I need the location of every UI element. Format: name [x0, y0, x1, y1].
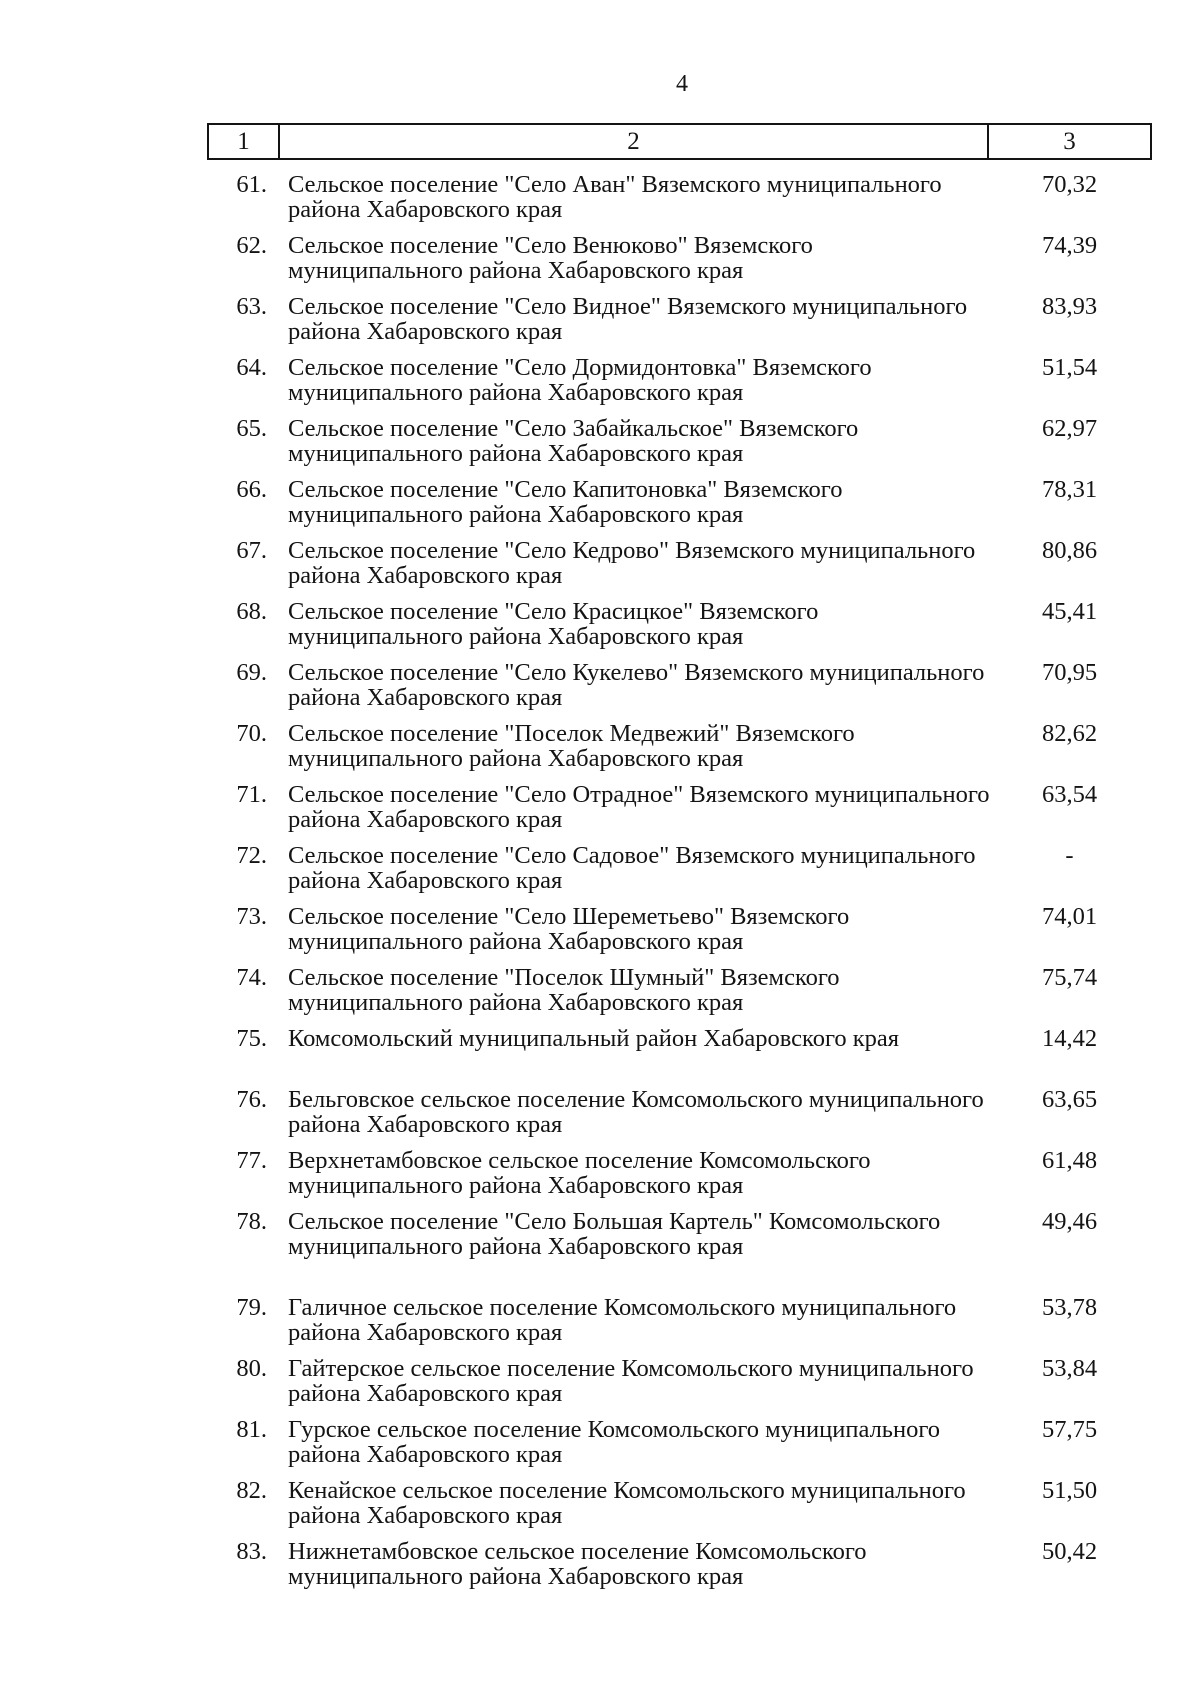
row-value: 74,39 [1041, 232, 1098, 259]
row-number: 70. [236, 720, 267, 747]
row-name: Сельское поселение "Село Отрадное" Вяземского муниципального района Хабаровского края [288, 781, 990, 833]
row-number: 66. [236, 476, 267, 503]
row-value: 53,84 [1041, 1355, 1098, 1382]
table-row [207, 715, 1152, 776]
row-value: 51,54 [1041, 354, 1098, 381]
row-number: 72. [236, 842, 267, 869]
row-number: 61. [236, 171, 267, 198]
row-number: 81. [236, 1416, 267, 1443]
row-name: Сельское поселение "Село Капитоновка" Вяземского муниципального района Хабаровского края [288, 476, 843, 528]
row-name: Сельское поселение "Поселок Шумный" Вяземского муниципального района Хабаровского края [288, 964, 840, 1016]
row-name: Сельское поселение "Село Кукелево" Вяземского муниципального района Хабаровского края [288, 659, 985, 711]
table-row [207, 898, 1152, 959]
table-row [207, 166, 1152, 227]
row-value: 82,62 [1041, 720, 1098, 747]
row-value: 49,46 [1041, 1208, 1098, 1235]
row-value: 53,78 [1041, 1294, 1098, 1321]
row-value: 80,86 [1041, 537, 1098, 564]
row-name: Сельское поселение "Село Кедрово" Вяземского муниципального района Хабаровского края [288, 537, 976, 589]
row-value: 62,97 [1041, 415, 1098, 442]
table-row [207, 227, 1152, 288]
row-number: 83. [236, 1538, 267, 1565]
row-number: 64. [236, 354, 267, 381]
row-name: Сельское поселение "Село Дормидонтовка" Вяземского муниципального района Хабаровского края [288, 354, 872, 406]
table-row [207, 532, 1152, 593]
row-number: 76. [236, 1086, 267, 1113]
table-row [207, 1020, 1152, 1081]
row-number: 80. [236, 1355, 267, 1382]
table-body [207, 166, 1152, 1594]
table-row [207, 837, 1152, 898]
row-name: Кенайское сельское поселение Комсомольского муниципального района Хабаровского края [288, 1477, 966, 1529]
row-value: 83,93 [1041, 293, 1098, 320]
row-name: Комсомольский муниципальный район Хабаровского края [288, 1025, 900, 1052]
row-name: Гурское сельское поселение Комсомольского муниципального района Хабаровского края [288, 1416, 941, 1468]
row-value: 50,42 [1041, 1538, 1098, 1565]
row-number: 74. [236, 964, 267, 991]
table-row [207, 410, 1152, 471]
table-row [207, 1203, 1152, 1289]
row-name: Сельское поселение "Село Видное" Вяземского муниципального района Хабаровского края [288, 293, 968, 345]
row-value: 14,42 [1041, 1025, 1098, 1052]
row-name: Бельговское сельское поселение Комсомольского муниципального района Хабаровского края [288, 1086, 984, 1138]
row-value: 63,54 [1041, 781, 1098, 808]
row-value: 45,41 [1041, 598, 1098, 625]
row-value: 70,32 [1041, 171, 1098, 198]
row-name: Нижнетамбовское сельское поселение Комсомольского муниципального района Хабаровского края [288, 1538, 867, 1590]
header-col-1: 1 [209, 125, 280, 158]
table-row [207, 288, 1152, 349]
row-value: 61,48 [1041, 1147, 1098, 1174]
row-number: 65. [236, 415, 267, 442]
row-number: 68. [236, 598, 267, 625]
header-col-2: 2 [280, 125, 989, 158]
row-value: - [1065, 842, 1074, 869]
row-value: 78,31 [1041, 476, 1098, 503]
row-number: 77. [236, 1147, 267, 1174]
row-name: Сельское поселение "Село Шереметьево" Вяземского муниципального района Хабаровского края [288, 903, 850, 955]
table-row [207, 471, 1152, 532]
row-name: Гайтерское сельское поселение Комсомольского муниципального района Хабаровского края [288, 1355, 974, 1407]
table-row [207, 593, 1152, 654]
row-value: 75,74 [1041, 964, 1098, 991]
row-value: 70,95 [1041, 659, 1098, 686]
table-row [207, 1472, 1152, 1533]
table-row [207, 349, 1152, 410]
table-row [207, 1533, 1152, 1594]
page-number: 4 [676, 71, 688, 97]
row-name: Галичное сельское поселение Комсомольского муниципального района Хабаровского края [288, 1294, 957, 1346]
row-name: Сельское поселение "Село Красицкое" Вяземского муниципального района Хабаровского края [288, 598, 819, 650]
row-number: 71. [236, 781, 267, 808]
table-row [207, 1350, 1152, 1411]
row-value: 51,50 [1041, 1477, 1098, 1504]
row-number: 63. [236, 293, 267, 320]
row-name: Сельское поселение "Село Большая Картель" Комсомольского муниципального района Хабаровского края [288, 1208, 941, 1260]
row-value: 57,75 [1041, 1416, 1098, 1443]
row-name: Сельское поселение "Село Аван" Вяземского муниципального района Хабаровского края [288, 171, 942, 223]
row-name: Сельское поселение "Поселок Медвежий" Вяземского муниципального района Хабаровского края [288, 720, 855, 772]
header-col-3: 3 [1063, 127, 1076, 155]
row-value: 63,65 [1041, 1086, 1098, 1113]
row-name: Верхнетамбовское сельское поселение Комсомольского муниципального района Хабаровского края [288, 1147, 871, 1199]
row-number: 69. [236, 659, 267, 686]
row-number: 75. [236, 1025, 267, 1052]
row-name: Сельское поселение "Село Венюково" Вяземского муниципального района Хабаровского края [288, 232, 813, 284]
table-row [207, 1289, 1152, 1350]
row-value: 74,01 [1041, 903, 1098, 930]
row-number: 78. [236, 1208, 267, 1235]
table-row [207, 1081, 1152, 1142]
row-number: 67. [236, 537, 267, 564]
row-number: 79. [236, 1294, 267, 1321]
row-number: 73. [236, 903, 267, 930]
table-row [207, 959, 1152, 1020]
table-row [207, 1142, 1152, 1203]
table-header [207, 123, 1152, 160]
row-name: Сельское поселение "Село Садовое" Вяземского муниципального района Хабаровского края [288, 842, 976, 894]
table-row [207, 776, 1152, 837]
table-row [207, 654, 1152, 715]
row-number: 62. [236, 232, 267, 259]
row-number: 82. [236, 1477, 267, 1504]
row-name: Сельское поселение "Село Забайкальское" Вяземского муниципального района Хабаровского края [288, 415, 859, 467]
table-row [207, 1411, 1152, 1472]
